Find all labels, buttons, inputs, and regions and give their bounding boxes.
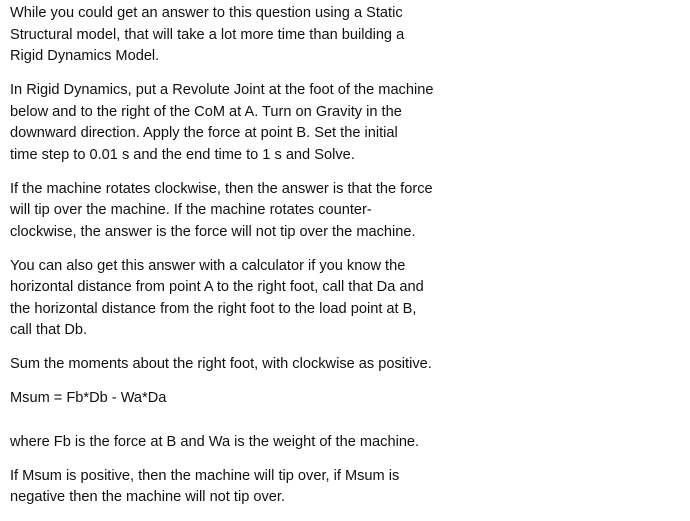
paragraph-conclusion <box>10 466 470 509</box>
paragraph-calculator-method <box>10 256 470 342</box>
equation-text: Msum = Fb*Db - Wa*Da <box>10 390 167 406</box>
text-line: Structural model, that will take a lot more time than building a <box>10 26 405 43</box>
paragraph-variable-definitions <box>10 432 470 454</box>
text-line: time step to 0.01 s and the end time to 1 s and Solve. <box>10 146 355 163</box>
text-line: where Fb is the force at B and Wa is the weight of the machine. <box>10 433 420 450</box>
text-line: If Msum is positive, then the machine will tip over, if Msum is <box>10 467 400 484</box>
paragraph-rigid-dynamics-steps <box>10 80 470 166</box>
text-line: the horizontal distance from the right foot to the load point at B, <box>10 300 417 317</box>
paragraph-sum-moments <box>10 354 470 376</box>
text-line: Sum the moments about the right foot, with clockwise as positive. <box>10 356 432 372</box>
text-line: downward direction. Apply the force at point B. Set the initial <box>10 125 398 141</box>
document-body <box>10 3 470 521</box>
text-line: If the machine rotates clockwise, then the answer is that the force <box>10 180 433 197</box>
equation <box>10 388 470 410</box>
text-line: In Rigid Dynamics, put a Revolute Joint at the foot of the machine <box>10 82 434 98</box>
text-line: horizontal distance from point A to the right foot, call that Da and <box>10 279 424 295</box>
text-line: will tip over the machine. If the machine rotates counter- <box>10 202 372 218</box>
paragraph-intro <box>10 3 470 68</box>
text-line: clockwise, the answer is the force will not tip over the machine. <box>10 223 416 240</box>
text-line: call that Db. <box>10 322 88 338</box>
text-line: negative then the machine will not tip over. <box>10 489 286 505</box>
text-line: You can also get this answer with a calculator if you know the <box>10 257 406 274</box>
text-line: Rigid Dynamics Model. <box>10 48 160 64</box>
text-line: While you could get an answer to this question using a Static <box>10 5 403 21</box>
text-line: below and to the right of the CoM at A. Turn on Gravity in the <box>10 103 402 120</box>
paragraph-rotation-result <box>10 179 470 244</box>
